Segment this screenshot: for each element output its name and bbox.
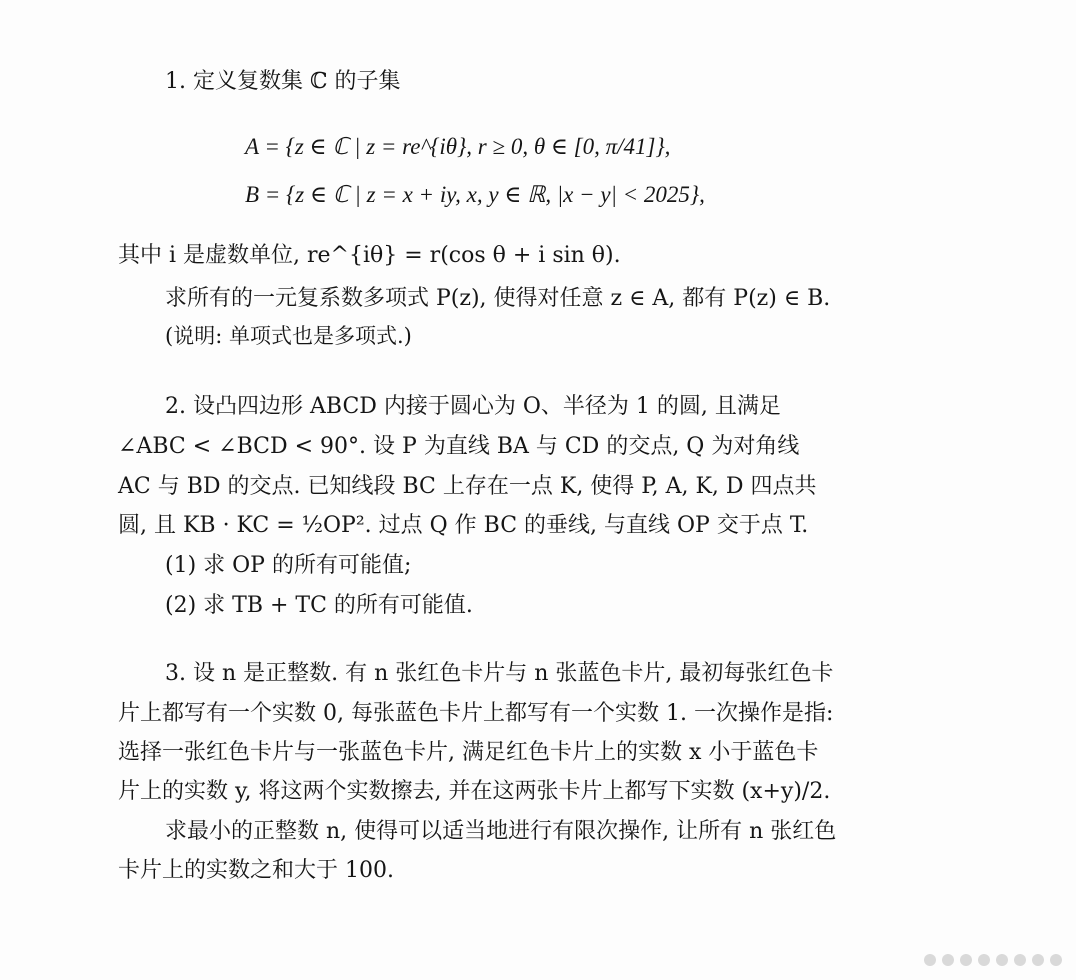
problem-3-line: 片上的实数 y, 将这两个实数擦去, 并在这两张卡片上都写下实数 (x+y)/2. [118, 779, 831, 804]
problem-2-subquestion: (1) 求 OP 的所有可能值; [165, 553, 412, 578]
problem-2-line: 圆, 且 KB · KC = ½OP². 过点 Q 作 BC 的垂线, 与直线 OP 交于点 T. [118, 513, 809, 538]
problem-1-note: (说明: 单项式也是多项式.) [165, 324, 412, 348]
problem-3-line: 3. 设 n 是正整数. 有 n 张红色卡片与 n 张蓝色卡片, 最初每张红色卡 [165, 661, 834, 686]
watermark-dot [1050, 954, 1062, 966]
watermark-dot [960, 954, 972, 966]
watermark-dot [1014, 954, 1026, 966]
problem-2-line: ∠ABC < ∠BCD < 90°. 设 P 为直线 BA 与 CD 的交点, Q 为对角线 [118, 434, 800, 459]
problem-2-subquestion: (2) 求 TB + TC 的所有可能值. [165, 593, 473, 618]
problem-2-line: 2. 设凸四边形 ABCD 内接于圆心为 O、半径为 1 的圆, 且满足 [165, 394, 781, 419]
watermark-dot [996, 954, 1008, 966]
problem-3-line: 选择一张红色卡片与一张蓝色卡片, 满足红色卡片上的实数 x 小于蓝色卡 [118, 740, 819, 765]
problem-1-line: 1. 定义复数集 ℂ 的子集 [165, 69, 401, 94]
set-a-definition: A = {z ∈ ℂ | z = re^{iθ}, r ≥ 0, θ ∈ [0, π/41]}, [245, 134, 671, 159]
watermark-dot [978, 954, 990, 966]
problem-3-line: 求最小的正整数 n, 使得可以适当地进行有限次操作, 让所有 n 张红色 [165, 819, 837, 844]
watermark-dot [942, 954, 954, 966]
watermark-dots [924, 954, 1062, 966]
problem-3-line: 卡片上的实数之和大于 100. [118, 858, 394, 883]
watermark-dot [1032, 954, 1044, 966]
set-b-definition: B = {z ∈ ℂ | z = x + iy, x, y ∈ ℝ, |x − y| < 2025}, [245, 182, 705, 207]
problem-2-line: AC 与 BD 的交点. 已知线段 BC 上存在一点 K, 使得 P, A, K, D 四点共 [118, 474, 817, 499]
problem-1-line: 其中 i 是虚数单位, re^{iθ} = r(cos θ + i sin θ). [118, 243, 621, 268]
problem-1-line: 求所有的一元复系数多项式 P(z), 使得对任意 z ∈ A, 都有 P(z) ∈ B. [165, 286, 831, 311]
problem-3-line: 片上都写有一个实数 0, 每张蓝色卡片上都写有一个实数 1. 一次操作是指: [118, 701, 834, 726]
watermark-dot [924, 954, 936, 966]
